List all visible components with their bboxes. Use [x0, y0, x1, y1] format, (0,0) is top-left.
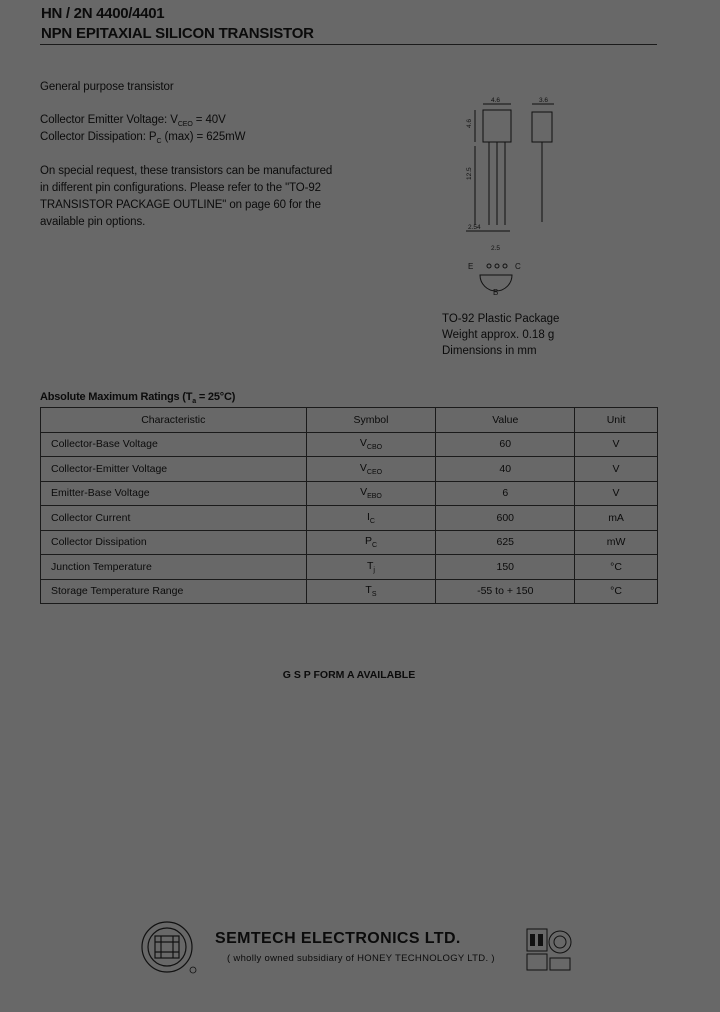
subsidiary-note: ( wholly owned subsidiary of HONEY TECHNOLOGY LTD. ) — [227, 953, 495, 964]
cell-symbol: $V_{CBO}$ — [306, 432, 436, 457]
cell-value: 600 — [436, 506, 575, 531]
cell-characteristic: Storage Temperature Range — [41, 579, 307, 604]
table-row — [41, 457, 658, 482]
company-name: SEMTECH ELECTRONICS LTD. — [215, 930, 461, 947]
cell-symbol: $V_{CEO}$ — [306, 457, 436, 482]
cell-symbol: $P_C$ — [306, 530, 436, 555]
to92-package-drawing — [440, 90, 580, 305]
cell-value: 625 — [436, 530, 575, 555]
column-header-value: Value — [436, 408, 575, 433]
purpose-text: General purpose transistor — [40, 81, 174, 93]
cell-symbol: $I_C$ — [306, 506, 436, 531]
document-subtitle: NPN EPITAXIAL SILICON TRANSISTOR — [41, 25, 314, 42]
table-row — [41, 555, 658, 580]
table-row — [41, 579, 658, 604]
cell-unit: V — [575, 457, 658, 482]
cell-characteristic: Emitter-Base Voltage — [41, 481, 307, 506]
dim-height: 4.6 — [466, 118, 473, 128]
dim-pitch: 2.5 — [491, 245, 501, 252]
cell-unit: V — [575, 481, 658, 506]
cell-symbol: $V_{EBO}$ — [306, 481, 436, 506]
cell-value: 150 — [436, 555, 575, 580]
pin-c-label: C — [515, 262, 521, 271]
package-dimensions-note: Dimensions in mm — [442, 345, 537, 357]
cell-characteristic: Collector-Emitter Voltage — [41, 457, 307, 482]
gsp-notice: G S P FORM A AVAILABLE — [282, 669, 416, 681]
cell-value: 6 — [436, 481, 575, 506]
column-header-unit: Unit — [575, 408, 658, 433]
cell-unit: mA — [575, 506, 658, 531]
column-header-symbol: Symbol — [306, 408, 436, 433]
package-type: TO-92 Plastic Package — [442, 313, 560, 325]
cell-unit: °C — [575, 555, 658, 580]
pin-b-label: B — [493, 288, 499, 297]
document-title: HN / 2N 4400/4401 — [41, 5, 165, 22]
package-weight: Weight approx. 0.18 g — [442, 329, 555, 341]
package-front-body — [483, 110, 511, 142]
semtech-logo-icon — [137, 918, 199, 976]
dim-top-b: 3.6 — [539, 97, 549, 104]
vceo-spec: Collector Emitter Voltage: $V_{CEO} = 40V$ — [40, 114, 226, 128]
cell-symbol: $T_j$ — [306, 555, 436, 580]
pin-e-label: E — [468, 262, 474, 271]
table-row — [41, 432, 658, 457]
table-row — [41, 506, 658, 531]
header-rule — [40, 44, 657, 45]
cell-characteristic: Junction Temperature — [41, 555, 307, 580]
package-side-body — [532, 112, 552, 142]
cell-unit: mW — [575, 530, 658, 555]
cell-value: 60 — [436, 432, 575, 457]
pc-spec: Collector Dissipation: $P_C$ (max) = 625mW — [40, 131, 246, 145]
ratings-heading: Absolute Maximum Ratings $(T_a = 25^\circ C)$ — [40, 391, 236, 405]
quality-certification-icon — [526, 928, 574, 974]
ratings-table — [40, 407, 658, 604]
column-header-characteristic: Characteristic — [41, 408, 307, 433]
cell-unit: °C — [575, 579, 658, 604]
dim-bottom: 2.54 — [468, 224, 481, 231]
cell-symbol: $T_S$ — [306, 579, 436, 604]
cell-value: 40 — [436, 457, 575, 482]
cell-unit: V — [575, 432, 658, 457]
package-info — [442, 311, 559, 359]
table-row — [41, 530, 658, 555]
table-header-row — [41, 408, 658, 433]
table-row — [41, 481, 658, 506]
cell-characteristic: Collector-Base Voltage — [41, 432, 307, 457]
dim-top-a: 4.6 — [491, 97, 501, 104]
cell-value: -55 to + 150 — [436, 579, 575, 604]
cell-characteristic: Collector Dissipation — [41, 530, 307, 555]
special-request-paragraph: On special request, these transistors can be manufactured in different pin configurations. Please refer to the "TO-92 TRANSISTOR PACKAGE OUTLINE" on page 60 for the available pin options. — [40, 165, 333, 228]
cell-characteristic: Collector Current — [41, 506, 307, 531]
dim-lead: 12.5 — [466, 167, 473, 180]
